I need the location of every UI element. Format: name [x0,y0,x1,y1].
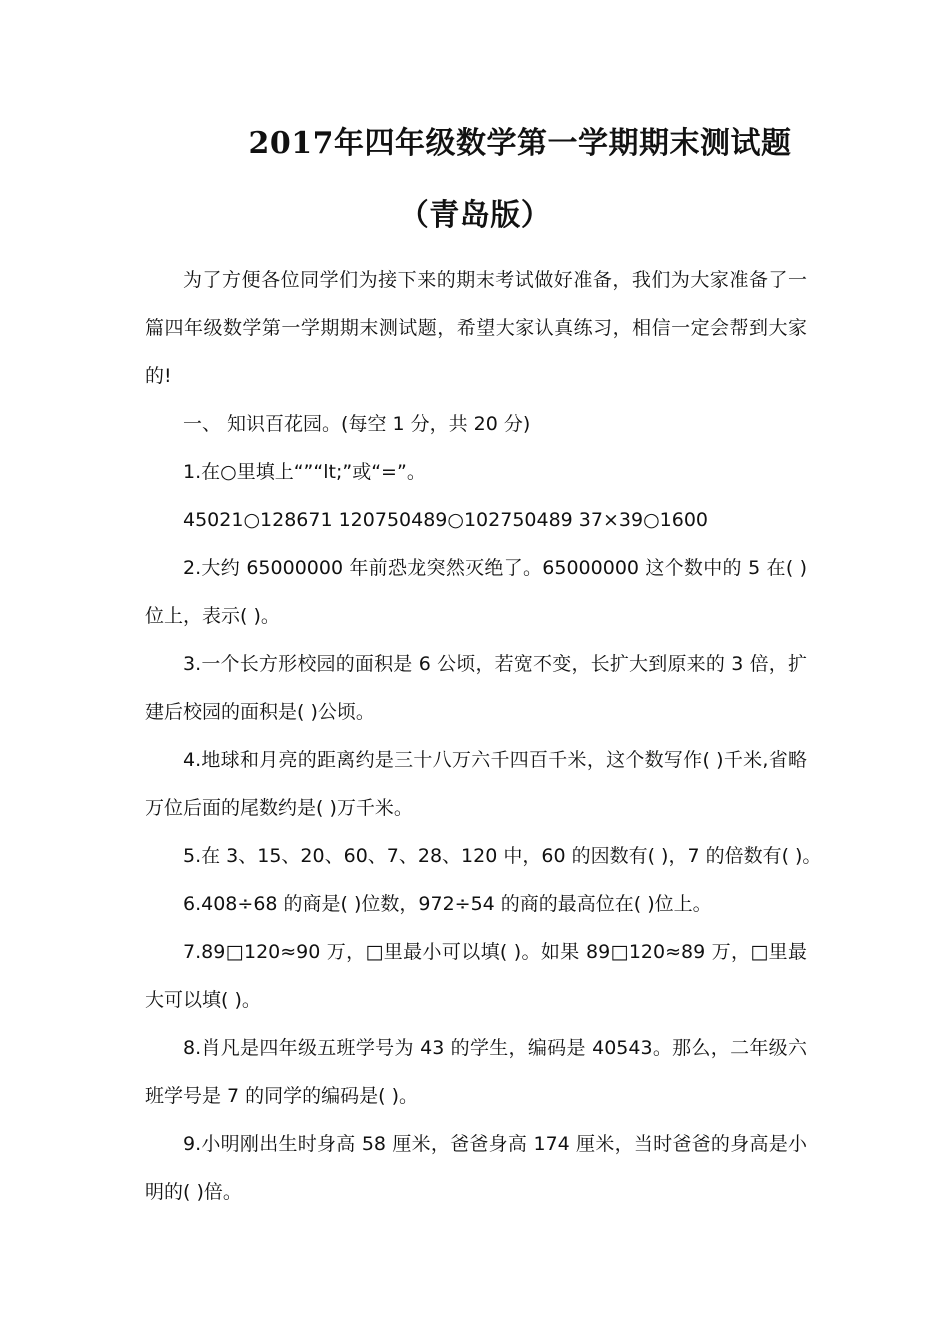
question-9: 9.小明刚出生时身高 58 厘米，爸爸身高 174 厘米，当时爸爸的身高是小明的( )倍。 [145,1133,807,1203]
question-1: 1.在○里填上“”“lt;”或“=”。 [183,461,426,483]
question-2: 2.大约 65000000 年前恐龙突然灭绝了。65000000 这个数中的 5 在( )位上，表示( )。 [145,557,807,627]
question-8: 8.肖凡是四年级五班学号为 43 的学生，编码是 40543。那么，二年级六班学号是 7 的同学的编码是( )。 [145,1037,807,1107]
section-heading: 一、 知识百花园。(每空 1 分，共 20 分) [183,413,531,435]
document-body [145,256,822,1216]
question-6: 6.408÷68 的商是( )位数，972÷54 的商的最高位在( )位上。 [183,893,712,915]
intro-paragraph: 为了方便各位同学们为接下来的期末考试做好准备，我们为大家准备了一篇四年级数学第一学期期末测试题，希望大家认真练习，相信一定会帮到大家的! [145,269,807,387]
question-4: 4.地球和月亮的距离约是三十八万六千四百千米，这个数写作( )千米,省略万位后面的尾数约是( )万千米。 [145,749,807,819]
question-3: 3.一个长方形校园的面积是 6 公顷，若宽不变，长扩大到原来的 3 倍，扩建后校园的面积是( )公顷。 [145,653,807,723]
document-subtitle: （青岛版） [398,198,552,233]
question-1-items: 45021○128671 120750489○102750489 37×39○1600 [183,509,709,531]
document-title: 2017年四年级数学第一学期期末测试题 [248,126,792,161]
question-5: 5.在 3、15、20、60、7、28、120 中，60 的因数有( )，7 的倍数有( )。 [183,845,822,867]
question-7: 7.89□120≈90 万，□里最小可以填( )。如果 89□120≈89 万，□里最大可以填( )。 [145,941,807,1011]
